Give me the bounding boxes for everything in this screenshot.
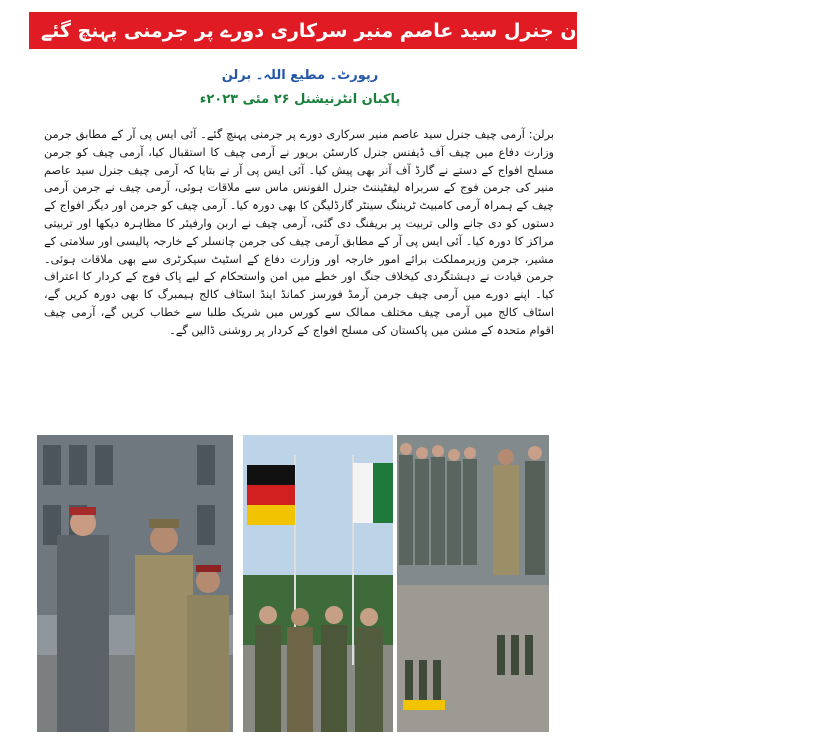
headline-title: آرمی چیف پاکستان جنرل سید عاصم منیر سرکاری دورے پر جرمنی پہنچ گئے: [41, 19, 742, 42]
article-body: [44, 126, 554, 388]
flags-ceremony-illustration: [243, 435, 393, 732]
handshake-illustration: [397, 435, 549, 732]
pakistan-flag: [353, 463, 393, 523]
german-flag: [247, 465, 295, 525]
article-paragraph: برلن: آرمی چیف جنرل سید عاصم منیر سرکاری دورے پر جرمنی پہنچ گئے۔ آئی ایس پی آر کے مطابق جرمن وزارت دفاع میں چیف آف ڈیفنس جنرل کارسٹن بریور نے آرمی چیف کا استقبال کیا، آرمی چیف کو جرمن مسلح افواج کے دستے نے گارڈ آف آنر بھی پیش کیا۔ آئی ایس پی آر نے بتایا کہ آرمی چیف جنرل سید عاصم منیر کی جرمن فوج کے سربراہ لیفٹیننٹ جنرل الفونس ماس سے ملاقات ہوئی، آرمی چیف نے جرمن آرمی چیف کے ہمراہ آرمی کامبیٹ ٹریننگ سینٹر گارڈلیگن کا بھی دورہ کیا۔ آرمی چیف کو جرمن اور دیگر افواج کے دستوں کو دی جانے والی تربیت پر بریفنگ دی گئی، آرمی چیف نے اربن وارفیئر کا مظاہرہ دیکھا اور تربیتی مراکز کا دورہ کیا۔ آئی ایس پی آر کے مطابق آرمی چیف کی جرمن چانسلر کے خارجہ پالیسی اور سلامتی کے مشیر، جرمن وزیرمملکت برائے امور خارجہ اور وزارت دفاع کے اسٹیٹ سیکرٹری سے بھی ملاقات ہوئی۔ جرمن قیادت نے دہشتگردی کیخلاف جنگ اور خطے میں امن واستحکام کے لیے پاک فوج کے کردار کا اعتراف کیا۔ اپنے دورے میں آرمی چیف جرمن آرمڈ فورسز کمانڈ اینڈ اسٹاف کالج ہیمبرگ کا بھی دورہ کریں گے، اسٹاف کالج میں آرمی چیف مختلف ممالک سے کورس میں شریک طلبا سے خطاب کریں گے، آرمی چیف اقوام متحدہ کے مشن میں پاکستان کی مسلح افواج کے کردار پر روشنی ڈالیں گے۔: [44, 128, 554, 337]
newspaper-dateline: پاکبان انٹرنیشنل ۲۶ مئی ۲۰۲۳ء: [199, 92, 401, 107]
honor-guard-illustration: [37, 435, 233, 732]
report-byline: رپورٹ۔ مطیع اللہ۔ برلن: [221, 68, 379, 83]
photo-flags-ceremony: [243, 435, 393, 732]
headline-banner: [29, 12, 824, 49]
photo-handshake-line: [397, 435, 549, 732]
photo-honor-guard: [37, 435, 233, 732]
headline-location: جرمنی:: [751, 19, 824, 42]
